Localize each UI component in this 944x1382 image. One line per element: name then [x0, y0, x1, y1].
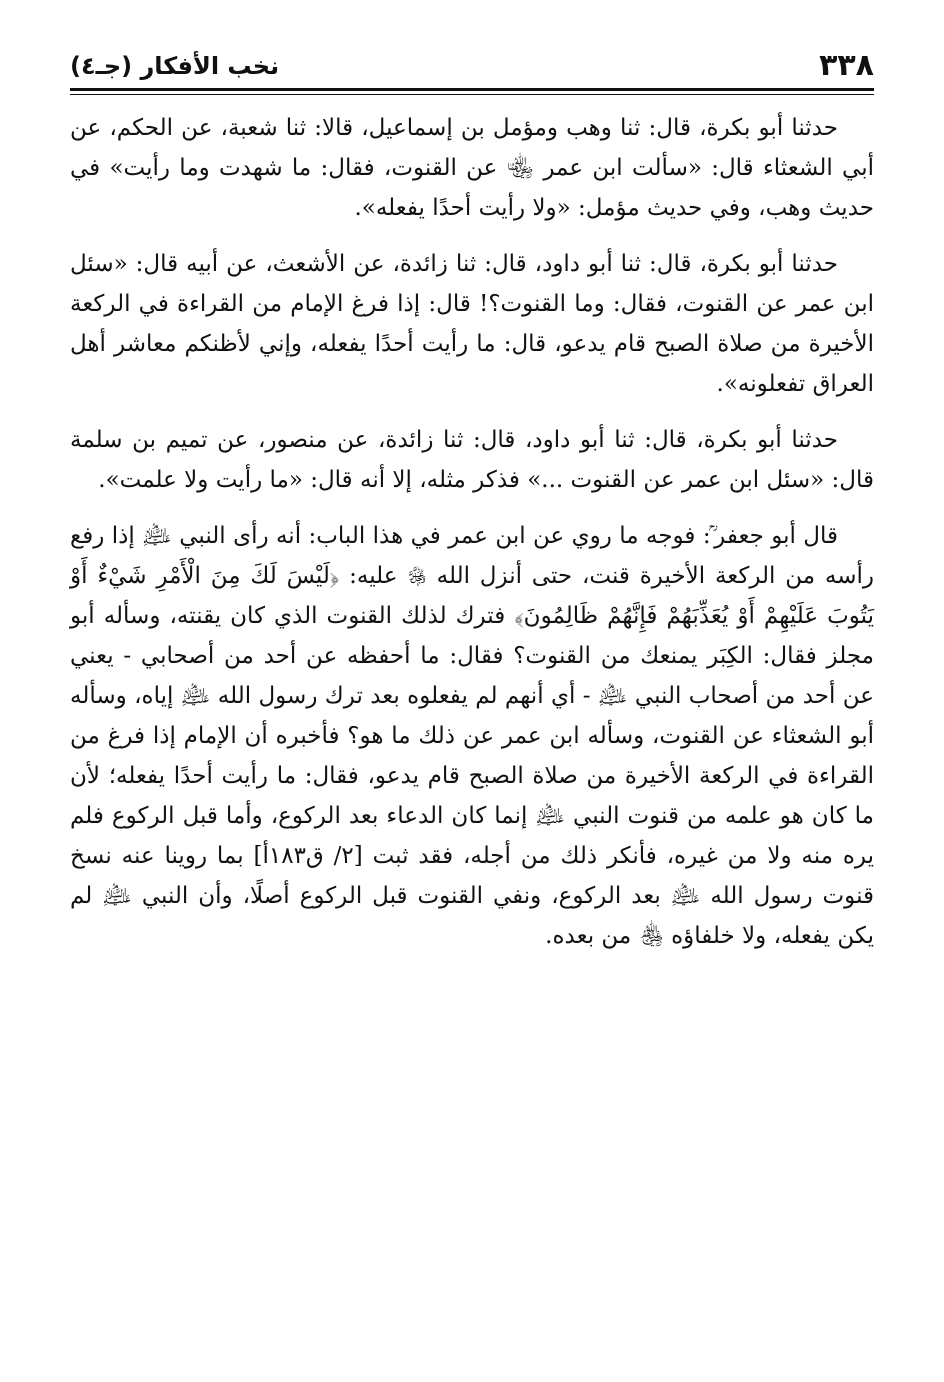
- hadith-paragraph-2: حدثنا أبو بكرة، قال: ثنا أبو داود، قال: ثنا زائدة، عن الأشعث، عن أبيه قال: «سئل ابن عمر عن القنوت، فقال: وما القنوت؟! قال: إذا فرغ الإمام من القراءة في الركعة الأخيرة من صلاة الصبح قام يدعو، قال: ما رأيت أحدًا يفعله، وإني لأظنكم معاشر أهل العراق تفعلونه».: [70, 251, 874, 397]
- book-title: نخب الأفكار (جـ٤): [70, 52, 280, 80]
- page-number: ٣٣٨: [819, 48, 874, 83]
- page-body: [70, 108, 874, 972]
- header-rule-thin: [70, 94, 874, 95]
- hadith-paragraph-3: حدثنا أبو بكرة، قال: ثنا أبو داود، قال: ثنا زائدة، عن منصور، عن تميم بن سلمة قال: «سئل ابن عمر عن القنوت ...» فذكر مثله، إلا أنه قال: «ما رأيت ولا علمت».: [70, 427, 874, 493]
- hadith-paragraph-1: حدثنا أبو بكرة، قال: ثنا وهب ومؤمل بن إسماعيل، قالا: ثنا شعبة، عن الحكم، عن أبي الشعثاء قال: «سألت ابن عمر ﵄ عن القنوت، فقال: ما شهدت وما رأيت» في حديث وهب، وفي حديث مؤمل: «ولا رأيت أحدًا يفعله».: [70, 115, 874, 221]
- page-header: [70, 42, 874, 88]
- header-rule-thick: [70, 88, 874, 91]
- commentary-paragraph: قال أبو جعفر ؒ: فوجه ما روي عن ابن عمر في هذا الباب: أنه رأى النبي ﵇ إذا رفع رأسه من الركعة الأخيرة قنت، حتى أنزل الله ﷿ عليه: ﴿لَيْسَ لَكَ مِنَ الْأَمْرِ شَيْءٌ أَوْ يَتُوبَ عَلَيْهِمْ أَوْ يُعَذِّبَهُمْ فَإِنَّهُمْ ظَالِمُونَ﴾ فترك لذلك القنوت الذي كان يقنته، وسأله أبو مجلز فقال: الكِبَر يمنعك من القنوت؟ فقال: ما أحفظه عن أحد من أصحابي - يعني عن أحد من أصحاب النبي ﵇ - أي أنهم لم يفعلوه بعد ترك رسول الله ﵇ إياه، وسأله أبو الشعثاء عن القنوت، وسأله ابن عمر عن ذلك ما هو؟ فأخبره أن الإمام إذا فرغ من القراءة في الركعة الأخيرة من صلاة الصبح قام يدعو، فقال: ما رأيت أحدًا يفعله؛ لأن ما كان هو علمه من قنوت النبي ﵇ إنما كان الدعاء بعد الركوع، وأما قبل الركوع فلم يره منه ولا من غيره، فأنكر ذلك من أجله، فقد ثبت [٢/ ق١٨٣أ] بما روينا عنه نسخ قنوت رسول الله ﵇ بعد الركوع، ونفي القنوت قبل الركوع أصلًا، وأن النبي ﵇ لم يكن يفعله، ولا خلفاؤه ﵃ من بعده.: [70, 523, 875, 949]
